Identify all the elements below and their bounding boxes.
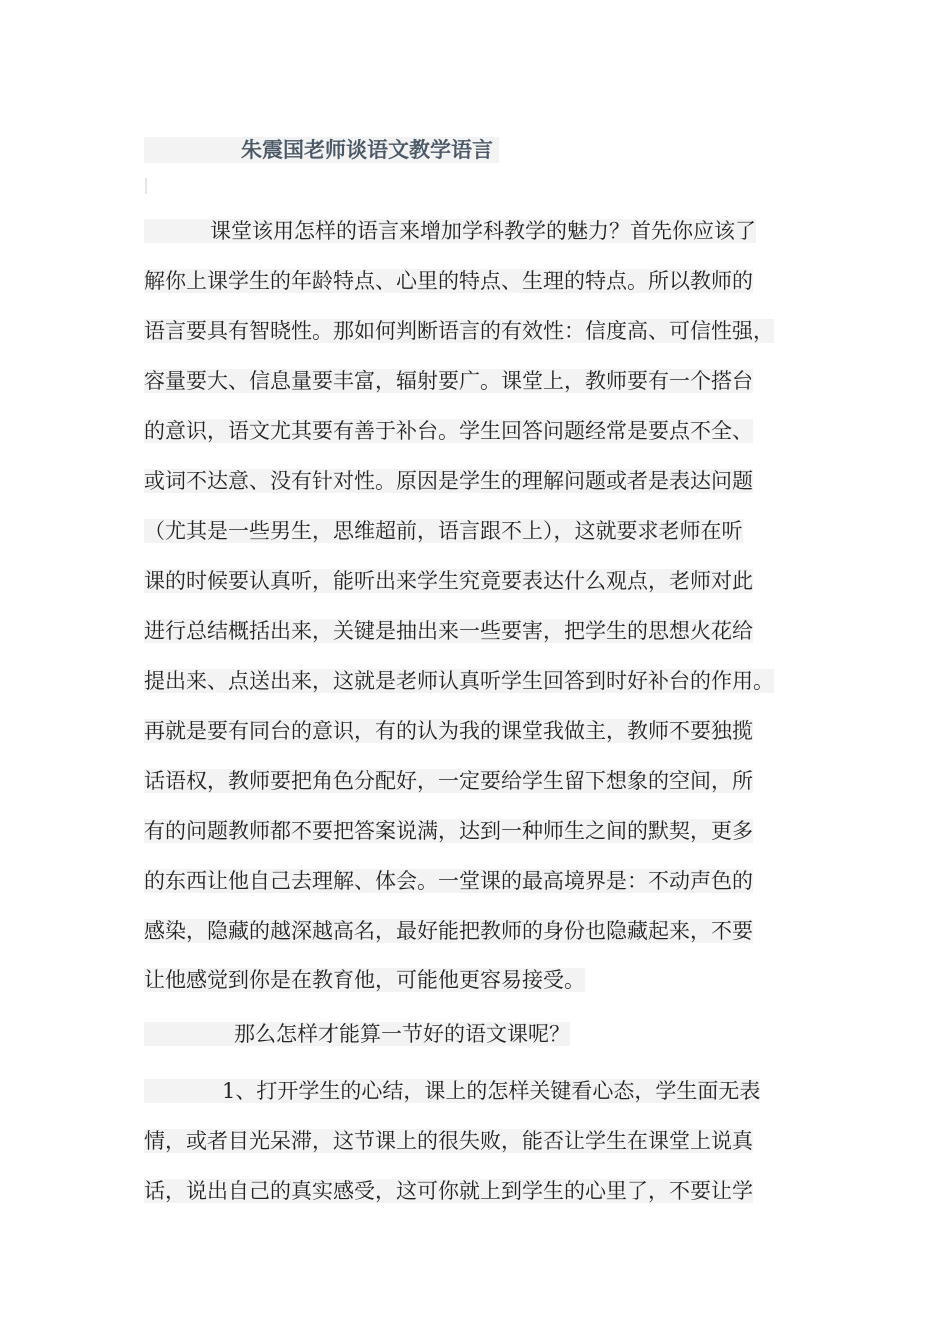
paragraph-1-line: 有的问题教师都不要把答案说满，达到一种师生之间的默契，更多 bbox=[144, 819, 753, 843]
paragraph-1-line: 让他感觉到你是在教育他，可能他更容易接受。 bbox=[144, 968, 585, 992]
paragraph-1-line: 提出来、点送出来，这就是老师认真听学生回答到时好补台的作用。 bbox=[144, 669, 774, 693]
paragraph-1-line: 话语权，教师要把角色分配好，一定要给学生留下想象的空间，所 bbox=[144, 769, 753, 793]
paragraph-2-line: 情，或者目光呆滞，这节课上的很失败，能否让学生在课堂上说真 bbox=[144, 1129, 753, 1153]
document-title: 朱震国老师谈语文教学语言 bbox=[241, 138, 493, 162]
paragraph-1-line: 感染，隐藏的越深越高名，最好能把教师的身份也隐藏起来，不要 bbox=[144, 919, 753, 943]
paragraph-1-line: 容量要大、信息量要丰富，辐射要广。课堂上，教师要有一个搭台 bbox=[144, 369, 753, 393]
paragraph-1-line: （尤其是一些男生，思维超前，语言跟不上），这就要求老师在听 bbox=[144, 519, 743, 543]
paragraph-1-line: 课的时候要认真听，能听出来学生究竟要表达什么观点，老师对此 bbox=[144, 569, 753, 593]
text-cursor-mark bbox=[145, 178, 147, 194]
title-row bbox=[144, 137, 499, 163]
paragraph-2-line: 1、打开学生的心结，课上的怎样关键看心态，学生面无表 bbox=[144, 1079, 760, 1103]
paragraph-2-line: 话，说出自己的真实感受，这可你就上到学生的心里了，不要让学 bbox=[144, 1179, 753, 1203]
paragraph-1-line: 或词不达意、没有针对性。原因是学生的理解问题或者是表达问题 bbox=[144, 469, 753, 493]
paragraph-1-line: 再就是要有同台的意识，有的认为我的课堂我做主，教师不要独揽 bbox=[144, 719, 753, 743]
paragraph-1-line: 的意识，语文尤其要有善于补台。学生回答问题经常是要点不全、 bbox=[144, 419, 753, 443]
paragraph-1-line: 语言要具有智晓性。那如何判断语言的有效性：信度高、可信性强， bbox=[144, 319, 774, 343]
paragraph-1-line: 进行总结概括出来，关键是抽出来一些要害，把学生的思想火花给 bbox=[144, 619, 753, 643]
section-subheading: 那么怎样才能算一节好的语文课呢？ bbox=[144, 1022, 570, 1046]
paragraph-1-line: 课堂该用怎样的语言来增加学科教学的魅力？首先你应该了 bbox=[144, 219, 756, 243]
paragraph-1-line: 的东西让他自己去理解、体会。一堂课的最高境界是：不动声色的 bbox=[144, 869, 753, 893]
paragraph-1-line: 解你上课学生的年龄特点、心里的特点、生理的特点。所以教师的 bbox=[144, 269, 753, 293]
